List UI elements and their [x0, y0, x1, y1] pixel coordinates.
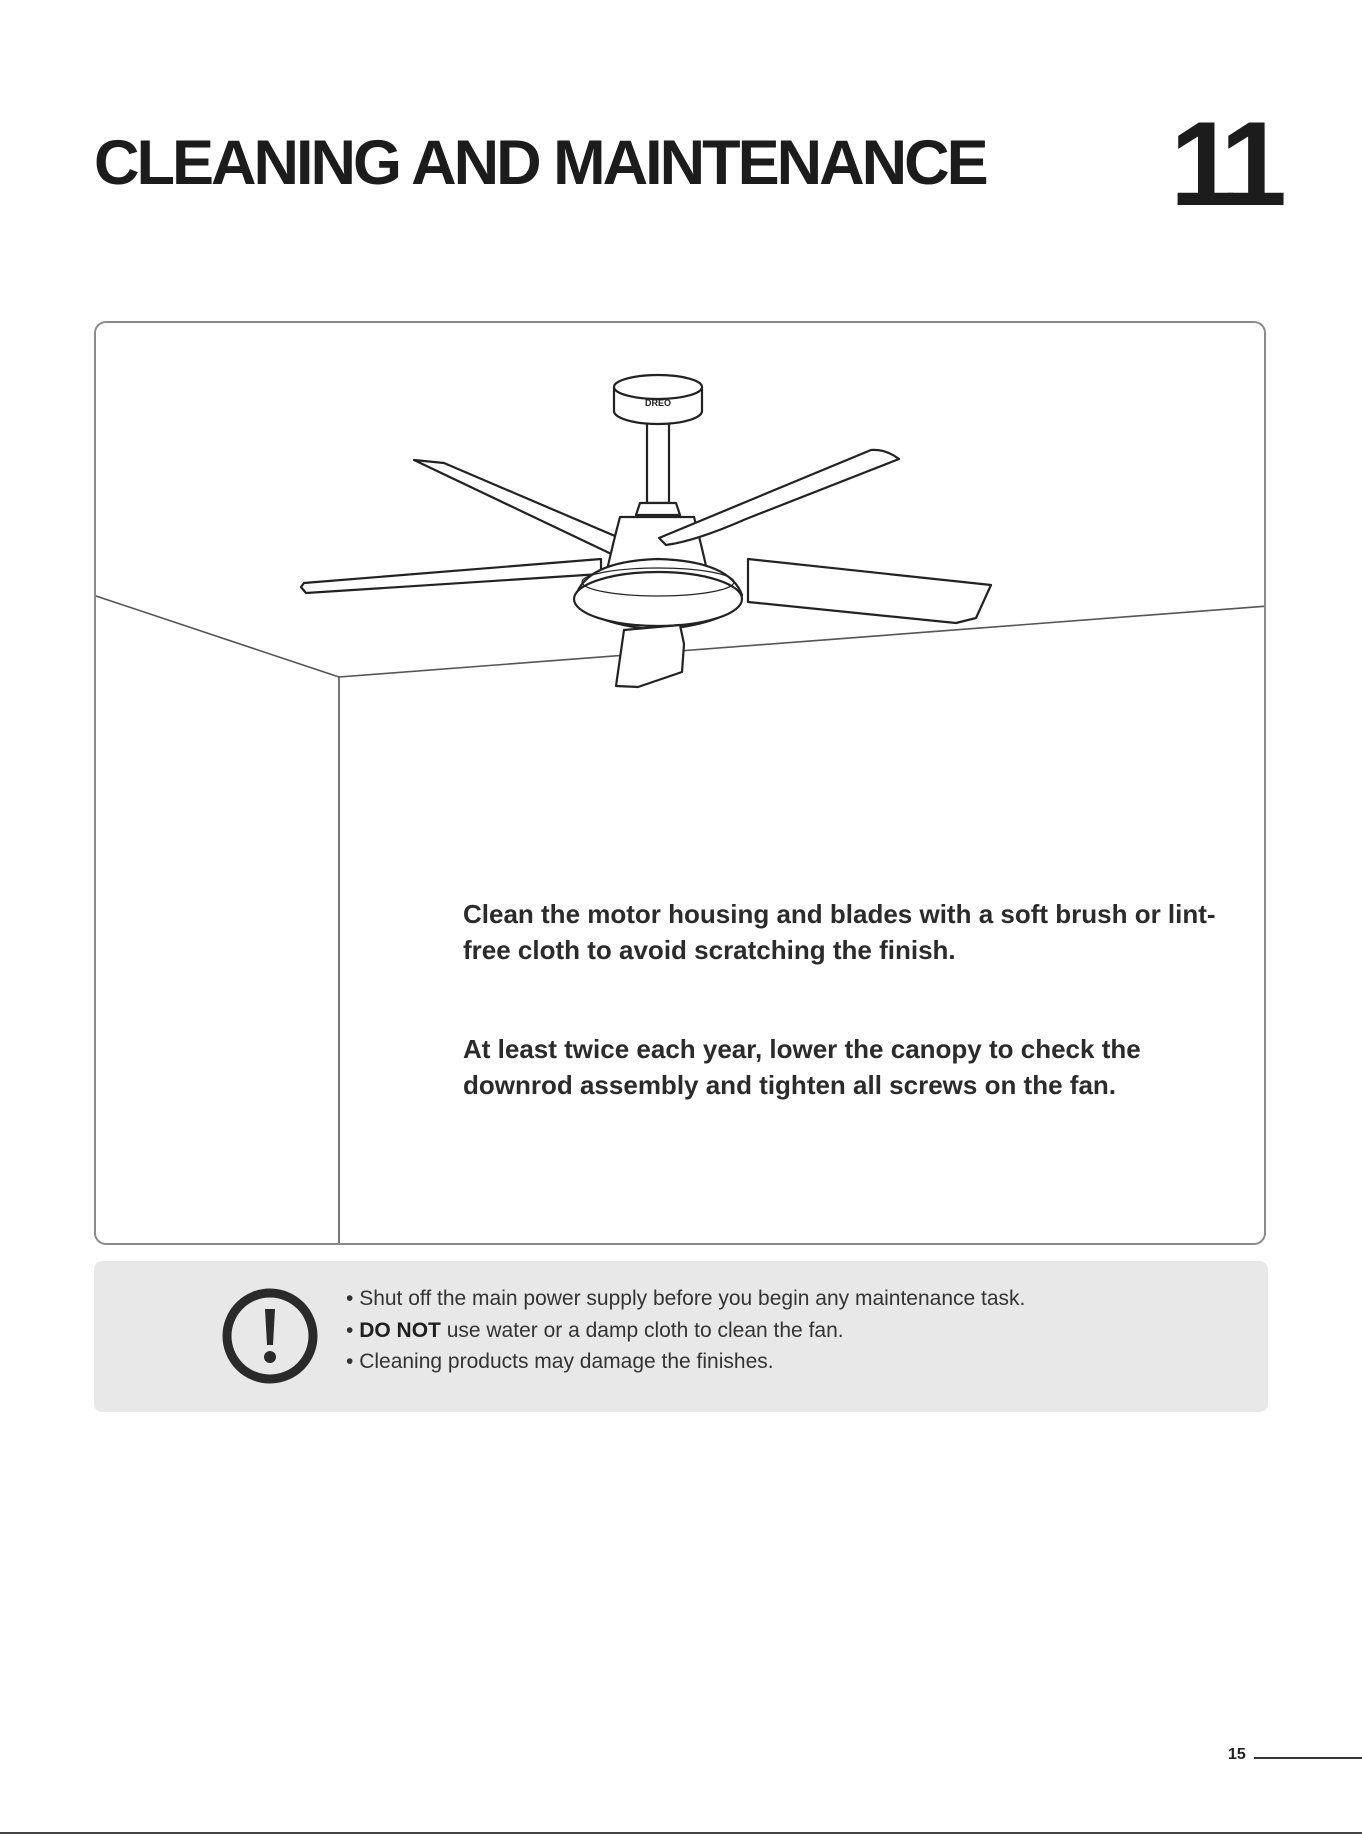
warning-list — [346, 1283, 1025, 1378]
page-number: 15 — [1228, 1746, 1246, 1763]
illustration-panel — [94, 321, 1266, 1245]
fan-blade-left — [301, 559, 601, 593]
fan-blade-back-left — [414, 460, 636, 560]
room-wall-line-ceiling — [339, 606, 1266, 677]
ceiling-fan-illustration — [96, 323, 1266, 1245]
page-title: CLEANING AND MAINTENANCE — [94, 128, 986, 198]
room-wall-line-left — [96, 596, 339, 677]
warning-emphasis: DO NOT — [359, 1318, 441, 1342]
canopy-top — [614, 375, 702, 399]
warning-item-water: • DO NOT use water or a damp cloth to clean the fan. — [346, 1315, 1025, 1347]
fan-blade-right — [748, 559, 991, 623]
warning-box — [94, 1261, 1268, 1412]
downrod-coupler — [636, 503, 680, 515]
exclamation-circle-icon — [221, 1287, 319, 1385]
instruction-inspection: At least twice each year, lower the canopy to check the downrod assembly and tighten all screws on the fan. — [463, 1034, 1141, 1100]
light-kit-lens — [574, 572, 742, 626]
fan-blade-back-right — [659, 450, 899, 545]
warning-item-power: • Shut off the main power supply before you begin any maintenance task. — [346, 1283, 1025, 1315]
warning-item-products: • Cleaning products may damage the finishes. — [346, 1346, 1025, 1378]
brand-label: DREO — [644, 398, 672, 408]
fan-blade-front — [616, 625, 684, 687]
page-number-rule — [1254, 1757, 1362, 1759]
downrod — [647, 423, 669, 503]
instruction-cleaning: Clean the motor housing and blades with a soft brush or lint-free cloth to avoid scratching the finish. — [463, 899, 1216, 965]
section-number: 11 — [1170, 97, 1277, 231]
